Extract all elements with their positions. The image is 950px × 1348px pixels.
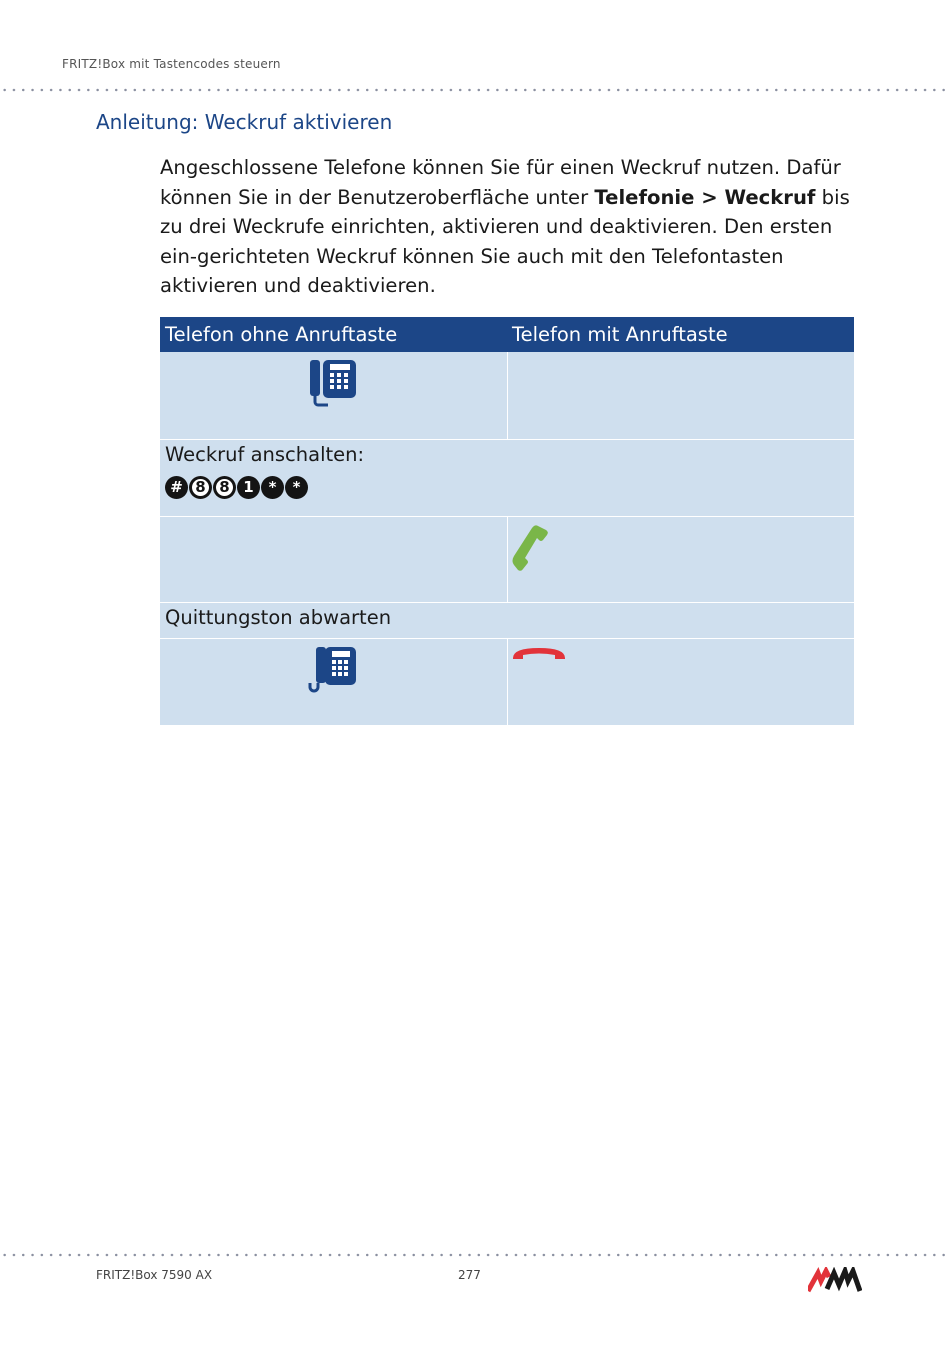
- step-activate: [160, 440, 854, 517]
- key-star: *: [285, 476, 308, 499]
- step-press-end-key: [507, 639, 854, 726]
- key-1: 1: [237, 476, 260, 499]
- step-press-call-key: [507, 517, 854, 603]
- green-handset-icon: [511, 523, 553, 573]
- confirm-label: Quittungston abwarten: [165, 606, 392, 629]
- step-lift-handset: [160, 352, 507, 440]
- step-empty: [507, 352, 854, 440]
- activate-label: Weckruf anschalten:: [165, 443, 365, 466]
- desk-phone-icon: [308, 358, 358, 408]
- menu-path: Telefonie > Weckruf: [594, 185, 816, 209]
- key-8: 8: [189, 476, 212, 499]
- step-hang-up: [160, 639, 507, 726]
- column-header-with-call-key: Telefon mit Anruftaste: [507, 317, 854, 352]
- avm-logo: [808, 1267, 862, 1297]
- red-hangup-icon: [511, 645, 567, 661]
- key-star: *: [261, 476, 284, 499]
- intro-text-end: bis zu drei Weckrufe einrichten, aktivieren und deaktivieren. Den ersten ein-gerichteten Weckruf können Sie auch mit den Telefontasten aktivieren und deaktivieren.: [160, 185, 850, 297]
- step-wait-confirmation: [160, 603, 854, 639]
- dotted-divider-bottom: [0, 1253, 950, 1257]
- key-8: 8: [213, 476, 236, 499]
- dotted-divider-top: [0, 88, 950, 92]
- intro-text-start: Angeschlossene Telefone können Sie für einen Weckruf nutzen. Dafür können Sie in der Benutzeroberfläche unter: [160, 156, 841, 209]
- section-title: Anleitung: Weckruf aktivieren: [96, 110, 393, 134]
- step-empty: [160, 517, 507, 603]
- running-header: FRITZ!Box mit Tastencodes steuern: [62, 57, 281, 71]
- key-hash: #: [165, 476, 188, 499]
- instruction-table: [160, 317, 854, 726]
- desk-phone-icon: [308, 645, 358, 695]
- page-number: 277: [458, 1268, 481, 1282]
- column-header-without-call-key: Telefon ohne Anruftaste: [160, 317, 507, 352]
- key-sequence: [160, 468, 854, 499]
- footer-product: FRITZ!Box 7590 AX: [96, 1268, 213, 1282]
- intro-paragraph: [160, 153, 860, 301]
